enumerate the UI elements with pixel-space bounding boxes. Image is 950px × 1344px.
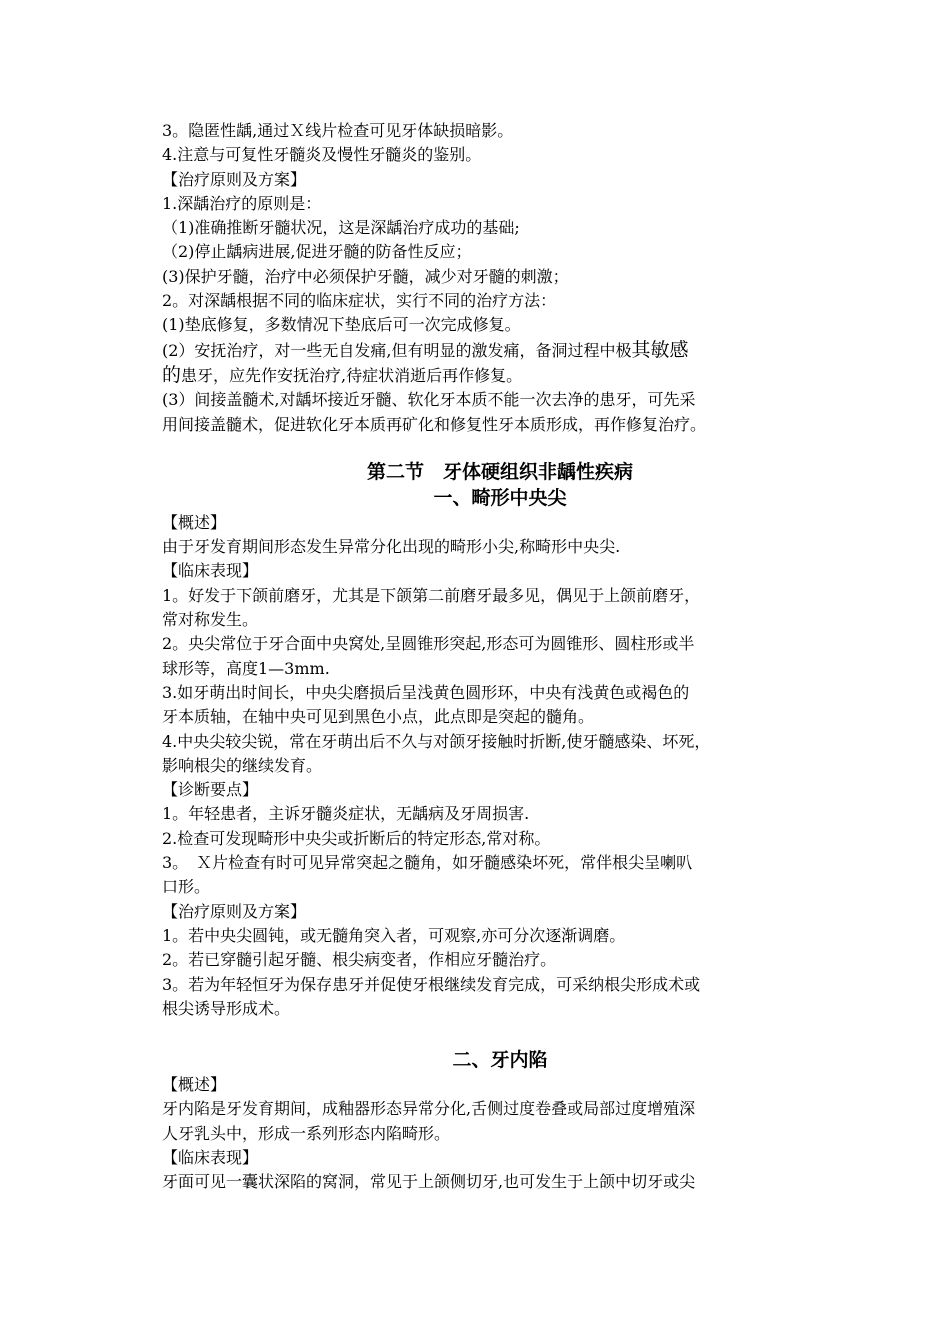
- text-span-large: 的: [162, 363, 182, 386]
- text-line: 2。央尖常位于牙合面中央窝处,呈圆锥形突起,形态可为圆锥形、圆柱形或半: [162, 634, 695, 654]
- text-line: 影响根尖的继续发育。: [162, 755, 323, 775]
- section-label-overview: 【概述】: [162, 512, 227, 532]
- text-line: 2.检查可发现畸形中央尖或折断后的特定形态,常对称。: [162, 828, 551, 848]
- text-line: 根尖诱导形成术。: [162, 998, 291, 1018]
- subsection-title: 一、畸形中央尖: [433, 486, 567, 509]
- section-label-treatment: 【治疗原则及方案】: [162, 169, 307, 189]
- text-line: 1。若中央尖圆钝，或无髓角突入者，可观察,亦可分次逐渐调磨。: [162, 925, 626, 945]
- text-line: 4.注意与可复性牙髓炎及慢性牙髓炎的鉴别。: [162, 145, 482, 165]
- text-line: 2。对深龋根据不同的临床症状，实行不同的治疗方法：: [162, 291, 557, 311]
- text-line: 3。 Ｘ片检查有时可见异常突起之髓角，如牙髓感染坏死，常伴根尖呈喇叭: [162, 853, 693, 873]
- text-line: 3.如牙萌出时间长，中央尖磨损后呈浅黄色圆形环，中央有浅黄色或褐色的: [162, 682, 690, 702]
- text-span-large: 其敏感: [631, 338, 689, 361]
- text-line: 常对称发生。: [162, 610, 259, 630]
- text-line: 1。好发于下颌前磨牙，尤其是下颌第二前磨牙最多见，偶见于上颌前磨牙，: [162, 585, 701, 605]
- text-line: 牙内陷是牙发育期间，成釉器形态异常分化,舌侧过度卷叠或局部过度增殖深: [162, 1099, 696, 1119]
- text-line: 口形。: [162, 877, 211, 897]
- section-label-diagnosis: 【诊断要点】: [162, 780, 259, 800]
- text-span: (2）安抚治疗，对一些无自发痛,但有明显的激发痛，备洞过程中极: [162, 340, 632, 360]
- text-line: （1)准确推断牙髓状况，这是深龋治疗成功的基础;: [162, 218, 520, 238]
- subsection-title: 二、牙内陷: [452, 1049, 548, 1072]
- text-line: 1.深龋治疗的原则是：: [162, 193, 322, 213]
- text-line: (3)保护牙髓，治疗中必须保护牙髓，减少对牙髓的刺激；: [162, 266, 569, 286]
- text-line: [162, 363, 838, 388]
- text-line: [162, 338, 838, 363]
- text-line: 牙本质轴，在轴中央可见到黑色小点，此点即是突起的髓角。: [162, 707, 595, 727]
- text-line: 人牙乳头中，形成一系列形态内陷畸形。: [162, 1123, 451, 1143]
- text-line: 4.中央尖较尖锐，常在牙萌出后不久与对颌牙接触时折断,使牙髓感染、坏死，: [162, 731, 711, 751]
- text-line: 3。若为年轻恒牙为保存患牙并促使牙根继续发育完成，可采纳根尖形成术或: [162, 974, 701, 994]
- document-body: [162, 119, 838, 1195]
- section-label-overview: 【概述】: [162, 1075, 227, 1095]
- section-label-clinical: 【临床表现】: [162, 1147, 259, 1167]
- text-line: 由于牙发育期间形态发生异常分化出现的畸形小尖,称畸形中央尖.: [162, 537, 621, 557]
- section-title: 第二节 牙体硬组织非龋性疾病: [366, 460, 633, 483]
- text-line: (1)垫底修复，多数情况下垫底后可一次完成修复。: [162, 315, 521, 335]
- section-label-treatment: 【治疗原则及方案】: [162, 901, 307, 921]
- text-line: 球形等，高度1—3mm.: [162, 658, 330, 678]
- text-span: 患牙，应先作安抚治疗,待症状消逝后再作修复。: [181, 365, 523, 385]
- text-line: 1。年轻患者，主诉牙髓炎症状，无龋病及牙周损害.: [162, 804, 530, 824]
- text-line: 牙面可见一囊状深陷的窝洞，常见于上颌侧切牙,也可发生于上颌中切牙或尖: [162, 1172, 696, 1192]
- text-line: 用间接盖髓术，促进软化牙本质再矿化和修复性牙本质形成，再作修复治疗。: [162, 414, 707, 434]
- section-label-clinical: 【临床表现】: [162, 561, 259, 581]
- text-line: (3）间接盖髓术,对龋坏接近牙髓、软化牙本质不能一次去净的患牙，可先采: [162, 390, 696, 410]
- text-line: 3。隐匿性龋,通过Ｘ线片检查可见牙体缺损暗影。: [162, 121, 514, 140]
- text-line: 2。若已穿髓引起牙髓、根尖病变者，作相应牙髓治疗。: [162, 950, 557, 970]
- text-line: （2)停止龋病进展,促进牙髓的防备性反应；: [162, 242, 472, 262]
